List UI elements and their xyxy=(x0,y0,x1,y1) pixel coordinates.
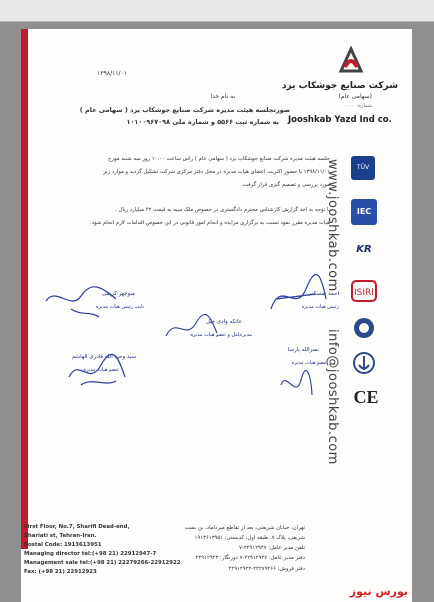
viewer-toolbar xyxy=(0,0,434,22)
footer-en-line-5: Management sale tel:(+98 21) 22279266-22912922 xyxy=(24,560,181,566)
footer-en-line-4: Managing director tel:(+98 21) 22912947-7 xyxy=(24,551,157,557)
iec-label: IEC xyxy=(356,207,372,216)
minutes-title: صورتجلسه هیئت مدیره شرکت صنایع جوشکاب یزد ( سهامی عام ) xyxy=(79,106,290,114)
footer-en-line-2: Shariati st, Tehran-Iran. xyxy=(24,533,97,539)
seal-badge-icon xyxy=(352,316,376,340)
ce-label: CE xyxy=(353,387,379,407)
signature-role-4: عضو هیات مدیره xyxy=(83,367,119,373)
paragraph-1-line-1: جلسه هیئت مدیره شرکت صنایع جوشکاب یزد ( سهامی عام ) راس ساعت ۱۰:۰۰ روز سه شنبه مورخ xyxy=(107,156,330,162)
signature-mark-2 xyxy=(261,269,331,319)
signature-mark-5 xyxy=(276,365,316,405)
svg-text:ISIRI: ISIRI xyxy=(354,288,374,298)
paragraph-2-line-2: هیات مدیره مقرر نمود نسبت به برگزاری مزایده و انجام امور قانونی در این خصوص اقدامات لازم انجام شود. xyxy=(90,220,330,226)
company-name-fa: شرکت صنایع جوشکاب یزد xyxy=(281,81,398,91)
paragraph-1-line-3: مورد بررسی و تصمیم گیری قرار گرفت. xyxy=(241,182,330,188)
ce-mark-icon xyxy=(351,385,381,409)
footer-fa-line-1: تهران، خیابان شریعتی، بعد از تقاطع میرداماد، بن بست xyxy=(184,525,305,531)
signature-mark-1 xyxy=(41,281,121,321)
invocation: به نام خدا xyxy=(210,93,235,100)
tuv-label: TÜV xyxy=(356,164,370,171)
signature-mark-4 xyxy=(61,347,131,392)
tuv-badge-icon xyxy=(351,156,375,180)
signature-name-1: منوچهر کریمی xyxy=(101,291,135,297)
signature-name-3: عاتکه وادی خیل xyxy=(205,319,242,325)
signature-name-2: احمد تمسکنی xyxy=(307,291,339,297)
source-watermark: بورس نیوز xyxy=(349,585,408,598)
footer-en-line-3: Postal Code: 1913613951 xyxy=(24,542,102,548)
footer-fa-line-5: دفتر فروش: ۲۲۲۷۹۲۶۶-۲۲۹۱۲۹۲۲ xyxy=(228,566,305,572)
email-vertical: info@jooshkab.com xyxy=(325,329,340,465)
anchor-badge-icon xyxy=(352,351,376,375)
signature-mark-3 xyxy=(161,311,221,347)
footer-en-line-6: Fax: (+98 21) 22912923 xyxy=(24,569,97,575)
company-small-fa: شماره: ۰۰۰۰ xyxy=(344,103,372,109)
company-logo-icon xyxy=(337,45,365,75)
website-vertical: www.jooshkab.com xyxy=(325,159,340,292)
footer-fa-line-4: دفتر مدیر عامل: ۲۲۹۱۲۹۴۷-۷ دورنگار: ۲۲۹۱۲۹۲۳ xyxy=(195,555,305,561)
standard-mark-icon xyxy=(350,279,378,303)
signature-role-2: رئیس هیات مدیره xyxy=(301,304,339,310)
signature-name-5: نصرالله پارسا xyxy=(287,347,319,353)
paragraph-2-line-1: با توجه به اخذ گزارش کارشناس محترم دادگستری در خصوص ملک مبیه به قیمت ۴۲ میلیارد ریال ، xyxy=(115,207,330,213)
letter-page xyxy=(21,29,412,602)
red-edge-stripe xyxy=(21,29,28,549)
company-type-fa: (سهامی عام) xyxy=(338,93,372,100)
signature-name-4: سید وحید الله قادری الهاشم xyxy=(71,354,136,360)
kr-label: KR xyxy=(356,244,372,255)
iec-badge-icon xyxy=(351,199,377,225)
letter-date: ۱۳۹۸/۱۱/۰۱ xyxy=(97,70,127,77)
footer-fa-line-3: تلفن مدیر عامل: ۲۲۹۱۲۹۴۷-۷ xyxy=(239,545,305,551)
footer-en-line-1: First Floor, No.7, Sharifi Dead-end, xyxy=(24,524,130,530)
signature-role-3: مدیرعامل و عضو هیات مدیره xyxy=(190,332,252,338)
registration-number: به شماره ثبت ۵۵۶۶ و شماره ملی ۱۰۱۰۰۹۶۷۰۹۸ xyxy=(126,118,279,126)
company-name-en: Jooshkab Yazd Ind co. xyxy=(288,115,392,125)
kr-badge-icon xyxy=(351,239,377,261)
footer-fa-line-2: شریفی، پلاک ۷، طبقه اول، کدپستی: ۱۹۱۳۶۱۳۹۵۱ xyxy=(194,535,305,541)
signature-role-1: نایب رئیس هیات مدیره xyxy=(95,304,144,310)
signature-role-5: عضو هیات مدیره xyxy=(291,360,327,366)
paragraph-1-line-2: ۱۳۹۸/۱۱/۰۱ با حضور اکثریت اعضای هیات مدیره در محل دفتر مرکزی شرکت تشکیل گردید و موارد زیر xyxy=(103,169,330,175)
